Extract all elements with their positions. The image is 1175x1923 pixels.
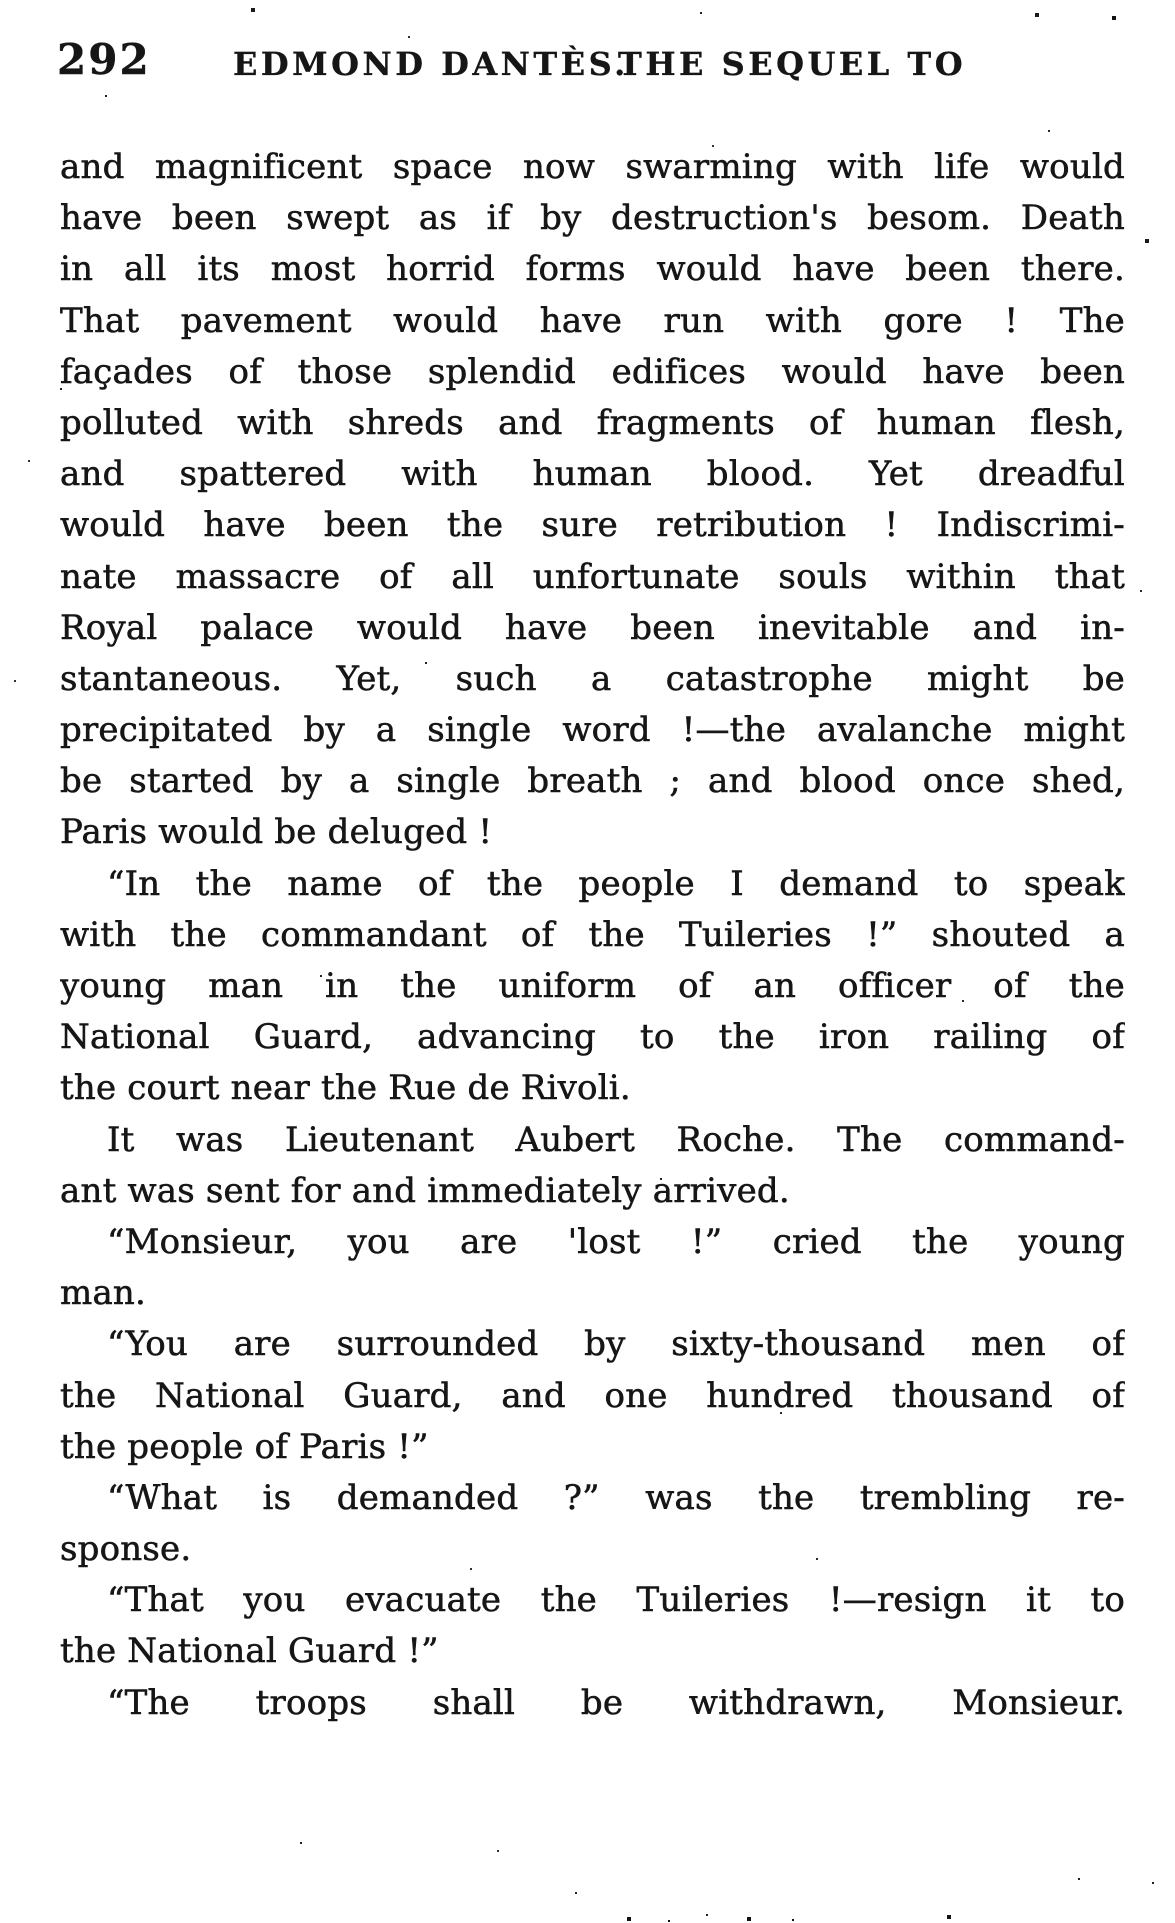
text-line: sponse.	[60, 1529, 192, 1570]
paragraph	[60, 1473, 1125, 1575]
text-line: with the commandant of the Tuileries !” shouted a	[60, 914, 1125, 955]
paragraph	[60, 142, 1125, 859]
text-line: “You are surrounded by sixty-thousand men of	[107, 1324, 1125, 1365]
paragraph	[60, 1575, 1125, 1677]
text-line: polluted with shreds and fragments of human flesh,	[60, 402, 1125, 443]
text-line: the court near the Rue de Rivoli.	[60, 1068, 631, 1109]
text-line: “In the name of the people I demand to speak	[107, 863, 1125, 904]
text-line: Paris would be deluged !	[60, 812, 493, 853]
text-line: have been swept as if by destruction's besom. Death	[60, 198, 1125, 239]
text-line: “Monsieur, you are 'lost !” cried the young	[107, 1221, 1125, 1262]
text-line: “That you evacuate the Tuileries !—resign it to	[107, 1580, 1125, 1621]
text-line: It was Lieutenant Aubert Roche. The command-	[107, 1119, 1125, 1160]
text-line: the National Guard, and one hundred thousand of	[60, 1375, 1125, 1416]
scan-noise-specks	[0, 0, 2, 2]
text-line: ant was sent for and immediately arrived.	[60, 1170, 790, 1211]
text-line: “The troops shall be withdrawn, Monsieur.	[107, 1682, 1125, 1723]
text-line: young man in the uniform of an officer of the	[60, 966, 1125, 1006]
text-line: Royal palace would have been inevitable and in-	[60, 607, 1125, 648]
paragraph	[60, 859, 1125, 1115]
paragraph	[60, 1115, 1125, 1217]
text-line: in all its most horrid forms would have been there.	[60, 249, 1125, 290]
paragraph	[60, 1319, 1125, 1473]
text-line: would have been the sure retribution ! Indiscrimi-	[60, 505, 1125, 546]
text-line: National Guard, advancing to the iron railing of	[60, 1017, 1125, 1058]
text-line: and spattered with human blood. Yet dreadful	[60, 454, 1125, 495]
text-line: façades of those splendid edifices would have been	[60, 351, 1125, 392]
text-line: nate massacre of all unfortunate souls within that	[60, 556, 1125, 597]
text-line: man.	[60, 1273, 147, 1314]
text-line: and magnificent space now swarming with life would	[60, 147, 1125, 187]
text-line: the National Guard !”	[60, 1631, 439, 1672]
text-line: “What is demanded ?” was the trembling re-	[107, 1477, 1125, 1518]
text-line: That pavement would have run with gore ! The	[60, 300, 1125, 341]
running-title-left: EDMOND DANTÈS.	[233, 45, 629, 83]
page-text	[60, 142, 1125, 1729]
running-title-right: THE SEQUEL TO	[618, 45, 967, 83]
text-line: stantaneous. Yet, such a catastrophe might be	[60, 658, 1125, 699]
text-line: the people of Paris !”	[60, 1426, 429, 1467]
paragraph	[60, 1217, 1125, 1319]
text-line: be started by a single breath ; and blood once shed,	[60, 761, 1125, 802]
page-number: 292	[57, 35, 151, 84]
text-line: precipitated by a single word !—the avalanche might	[60, 710, 1125, 751]
paragraph	[60, 1678, 1125, 1729]
